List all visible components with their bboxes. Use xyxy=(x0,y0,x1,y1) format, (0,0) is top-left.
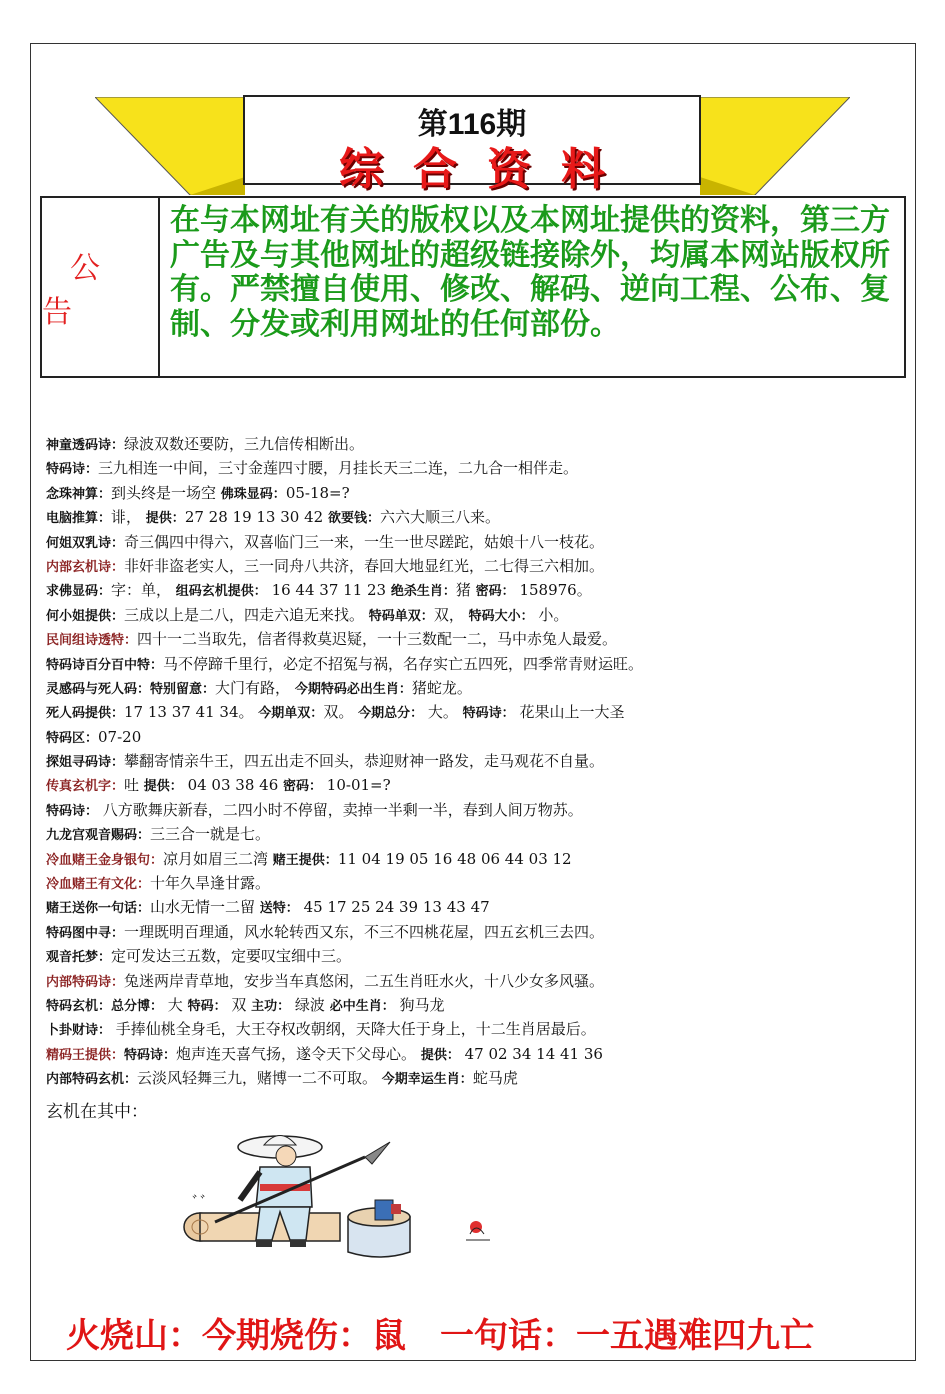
right-yellow-flag xyxy=(700,97,850,195)
line-value: 04 03 38 46 xyxy=(182,776,284,795)
line-value: 诽， xyxy=(111,508,146,527)
line-key: 特别留意： xyxy=(150,681,216,697)
line-value: 小。 xyxy=(533,605,569,624)
line-value: 双 xyxy=(226,995,252,1014)
line-value: 07-20 xyxy=(98,727,142,746)
line-key: 今期特码必出生肖： xyxy=(294,681,412,697)
line-key: 传真玄机字： xyxy=(46,779,125,795)
info-line xyxy=(46,944,906,968)
line-key: 内部特码玄机： xyxy=(46,1072,138,1088)
line-key: 探姐寻码诗： xyxy=(46,755,125,771)
info-line xyxy=(46,700,906,724)
info-line xyxy=(46,456,906,480)
line-value: 05-18=? xyxy=(285,483,350,502)
info-line xyxy=(46,969,906,993)
line-key: 特码诗： xyxy=(46,462,99,478)
line-key: 主功： xyxy=(251,998,291,1014)
line-key: 今期单双： xyxy=(258,706,324,722)
line-value: 字：单， xyxy=(111,581,176,600)
line-key: 特码诗百分百中特： xyxy=(46,657,164,673)
line-key: 佛珠显码： xyxy=(220,486,286,502)
line-key: 密码： xyxy=(475,584,515,600)
footer-line xyxy=(66,1308,814,1357)
line-value: 定可发达三五数，定要叹宝细中三。 xyxy=(111,947,352,966)
line-value: 10-01=? xyxy=(322,776,391,795)
line-key: 卜卦财诗： xyxy=(46,1023,112,1039)
line-value: 27 28 19 13 30 42 xyxy=(184,508,328,527)
line-key: 冷血赌王金身银句： xyxy=(46,852,164,868)
line-key: 电脑推算： xyxy=(46,511,112,527)
line-key: 今期幸运生肖： xyxy=(381,1072,473,1088)
line-value: 绿波 xyxy=(290,995,330,1014)
info-lines xyxy=(46,432,906,1091)
woodcutter-illustration xyxy=(160,1112,520,1262)
line-value: 三三合一就是七。 xyxy=(150,825,271,844)
main-title: 综合资料 xyxy=(339,144,635,195)
line-value: 非奸非盗老实人，三一同舟八共济，春回大地显红光，二七得三六相加。 xyxy=(124,556,605,575)
line-key: 赌王送你一句话： xyxy=(46,901,151,917)
line-key: 特码玄机： xyxy=(46,998,112,1014)
line-value: 兔迷两岸青草地，安步当车真悠闲，二五生肖旺水火，十八少女多风骚。 xyxy=(124,971,605,990)
info-line xyxy=(46,676,906,700)
xuanji-label: 玄机在其中： xyxy=(46,1102,148,1122)
line-value: 四十一二当取先，信者得救莫迟疑，一十三数配一二，马中赤兔人最爱。 xyxy=(137,630,618,649)
line-value: 狗马龙 xyxy=(394,995,445,1014)
line-value: 山水无情一二留 xyxy=(150,898,260,917)
notice-text: 在与本网址有关的版权以及本网址提供的资料，第三方广告及与其他网址的超级链接除外，均属本网站版权所有。严禁擅自使用、修改、解码、逆向工程、公布、复制、分发或利用网址的任何部份。 xyxy=(170,203,890,342)
notice-box xyxy=(40,196,906,378)
info-line xyxy=(46,773,906,797)
svg-text:ﾞﾞ: ﾞﾞ xyxy=(192,1193,209,1212)
notice-label: 公告 xyxy=(42,198,160,376)
saying-value: 一五遇难四九亡 xyxy=(576,1316,814,1356)
line-value: 17 13 37 41 34。 xyxy=(124,703,259,722)
line-value: 45 17 25 24 39 13 43 47 xyxy=(298,898,490,917)
line-key: 特码图中寻： xyxy=(46,925,125,941)
burn-label: 今期烧伤： xyxy=(202,1316,372,1356)
line-key: 特码单双： xyxy=(368,608,434,624)
line-value: 一理既明百理通，风水轮转西又东，不三不四桃花屋，四五玄机三去四。 xyxy=(124,922,605,941)
line-key: 送特： xyxy=(259,901,299,917)
line-key: 内部玄机诗： xyxy=(46,559,125,575)
line-value: 马不停蹄千里行，必定不招冤与祸，名存实亡五四死，四季常青财运旺。 xyxy=(163,654,644,673)
line-value: 猪蛇龙。 xyxy=(411,678,472,697)
line-value: 十年久旱逢甘露。 xyxy=(150,874,271,893)
info-line xyxy=(46,530,906,554)
line-key: 欲要钱： xyxy=(327,511,380,527)
line-key: 精码王提供： xyxy=(46,1047,125,1063)
line-key: 死人码提供： xyxy=(46,706,125,722)
info-line xyxy=(46,554,906,578)
line-value: 16 44 37 11 23 xyxy=(266,581,391,600)
saying-label: 一句话： xyxy=(440,1316,576,1356)
line-key: 密码： xyxy=(283,779,323,795)
line-key: 特码诗： xyxy=(46,803,99,819)
info-line xyxy=(46,627,906,651)
line-value: 大门有路， xyxy=(215,678,295,697)
line-value: 攀翻寄情亲牛王，四五出走不回头，恭迎财神一路发，走马观花不自量。 xyxy=(124,752,605,771)
line-value: 大 xyxy=(163,995,188,1014)
line-key: 观音托梦： xyxy=(46,950,112,966)
line-key: 何小姐提供： xyxy=(46,608,125,624)
line-value: 158976。 xyxy=(514,581,592,600)
line-key: 特码大小： xyxy=(468,608,534,624)
line-key: 组码玄机提供： xyxy=(175,584,267,600)
burn-value: 鼠 xyxy=(372,1316,406,1356)
line-key: 求佛显码： xyxy=(46,584,112,600)
line-value: 11 04 19 05 16 48 06 44 03 12 xyxy=(337,849,572,868)
info-line xyxy=(46,603,906,627)
title-box xyxy=(243,95,701,195)
info-line xyxy=(46,652,906,676)
line-value: 手捧仙桃全身毛，大王夺权改朝纲，天降大任于身上，十二生肖居最后。 xyxy=(111,1020,596,1039)
info-line xyxy=(46,822,906,846)
info-line xyxy=(46,1066,906,1090)
info-line xyxy=(46,871,906,895)
issue-number: 第116期 xyxy=(417,108,527,141)
line-key: 提供： xyxy=(420,1047,460,1063)
line-value: 云淡风轻舞三九，赌博一二不可取。 xyxy=(137,1069,382,1088)
line-value: 蛇马虎 xyxy=(472,1069,518,1088)
line-value: 奇三偶四中得六，双喜临门三一来，一生一世尽蹉跎，姑娘十八一枝花。 xyxy=(124,532,605,551)
line-key: 提供： xyxy=(143,779,183,795)
line-key: 念珠神算： xyxy=(46,486,112,502)
info-line xyxy=(46,993,906,1017)
line-key: 神童透码诗： xyxy=(46,438,125,453)
info-line xyxy=(46,1042,906,1066)
line-key: 内部特码诗： xyxy=(46,974,125,990)
line-key: 特码： xyxy=(187,998,227,1014)
line-key: 冷血赌王有文化： xyxy=(46,877,151,893)
line-value: 炮声连天喜气扬，遂令天下父母心。 xyxy=(176,1044,421,1063)
info-line xyxy=(46,895,906,919)
line-value: 三九相连一中间，三寸金莲四寸腰，月挂长天三二连，二九合一相伴走。 xyxy=(98,459,579,478)
line-key: 特码诗： xyxy=(124,1047,177,1063)
line-key: 必中生肖： xyxy=(329,998,395,1014)
line-value: 吐 xyxy=(124,776,144,795)
line-value: 绿波双数还要防，三九信传相断出。 xyxy=(124,435,365,453)
line-value: 到头终是一场空 xyxy=(111,483,221,502)
left-yellow-flag xyxy=(95,97,245,195)
line-key: 特码诗： xyxy=(462,706,515,722)
line-value: 六六大顺三八来。 xyxy=(379,508,500,527)
line-value: 三成以上是二八，四走六追无来找。 xyxy=(124,605,369,624)
info-line xyxy=(46,920,906,944)
line-key: 九龙宫观音赐码： xyxy=(46,828,151,844)
info-line xyxy=(46,798,906,822)
line-key: 绝杀生肖： xyxy=(390,584,456,600)
info-line xyxy=(46,749,906,773)
line-key: 灵感码与死人码： xyxy=(46,681,151,697)
line-key: 赌王提供： xyxy=(272,852,338,868)
info-line xyxy=(46,847,906,871)
info-line xyxy=(46,432,906,456)
line-value: 猪 xyxy=(455,581,476,600)
line-value: 八方歌舞庆新春，二四小时不停留，卖掉一半剩一半，春到人间万物苏。 xyxy=(98,800,583,819)
line-key: 总分博： xyxy=(111,998,164,1014)
line-value: 花果山上一大圣 xyxy=(514,703,625,722)
line-value: 大。 xyxy=(423,703,463,722)
info-line xyxy=(46,505,906,529)
line-key: 提供： xyxy=(145,511,185,527)
info-line xyxy=(46,725,906,749)
info-line xyxy=(46,578,906,602)
line-value: 凉月如眉三二湾 xyxy=(163,849,273,868)
line-key: 今期总分： xyxy=(358,706,424,722)
line-value: 双。 xyxy=(323,703,359,722)
info-line xyxy=(46,481,906,505)
fire-label: 火烧山： xyxy=(66,1316,202,1356)
line-value: 47 02 34 14 41 36 xyxy=(459,1044,603,1063)
line-value: 双， xyxy=(433,605,469,624)
line-key: 何姐双乳诗： xyxy=(46,535,125,551)
info-line xyxy=(46,1017,906,1041)
line-key: 民间组诗透特： xyxy=(46,633,138,649)
line-key: 特码区： xyxy=(46,730,99,746)
